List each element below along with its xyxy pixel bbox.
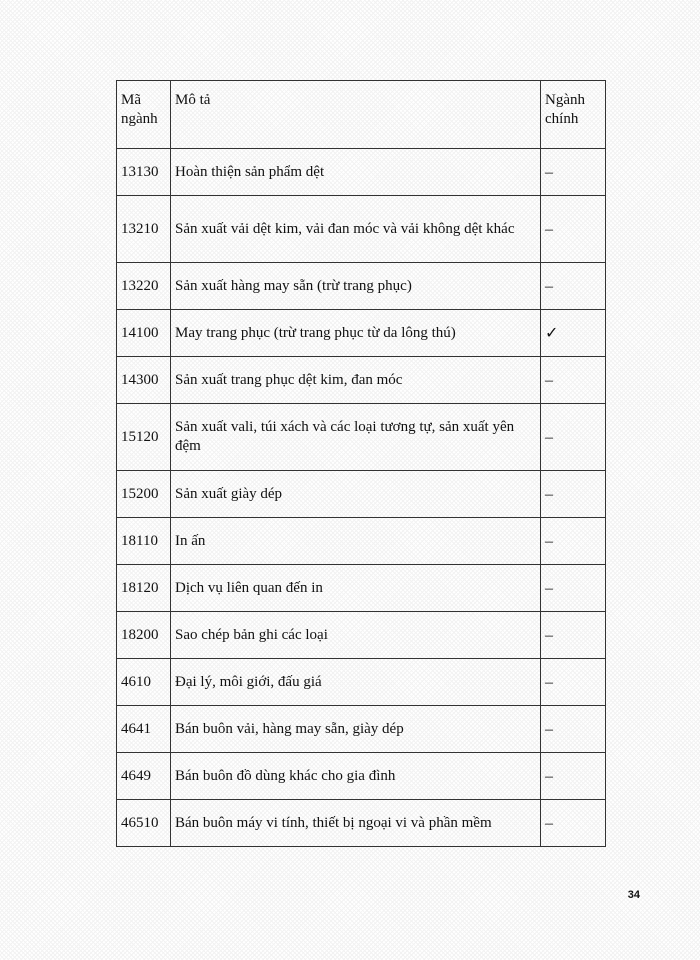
cell-main: – <box>541 404 606 471</box>
cell-code: 13130 <box>117 149 171 196</box>
cell-code: 4641 <box>117 706 171 753</box>
table-row <box>117 753 606 800</box>
table-row <box>117 565 606 612</box>
cell-code: 13210 <box>117 196 171 263</box>
header-description: Mô tả <box>171 81 541 149</box>
cell-main: – <box>541 612 606 659</box>
business-lines-table <box>116 80 606 847</box>
header-code: Mã ngành <box>117 81 171 149</box>
cell-description: Sản xuất trang phục dệt kim, đan móc <box>171 357 541 404</box>
cell-main: – <box>541 357 606 404</box>
cell-description: Bán buôn đồ dùng khác cho gia đình <box>171 753 541 800</box>
cell-description: Sản xuất hàng may sẵn (trừ trang phục) <box>171 263 541 310</box>
cell-code: 4610 <box>117 659 171 706</box>
table-row <box>117 357 606 404</box>
cell-main: – <box>541 149 606 196</box>
cell-main: – <box>541 800 606 847</box>
cell-description: Dịch vụ liên quan đến in <box>171 565 541 612</box>
cell-description: Bán buôn vải, hàng may sẵn, giày dép <box>171 706 541 753</box>
table-header-row <box>117 81 606 149</box>
cell-description: Sản xuất vải dệt kim, vải đan móc và vải không dệt khác <box>171 196 541 263</box>
cell-description: Sao chép bản ghi các loại <box>171 612 541 659</box>
cell-description: Sản xuất giày dép <box>171 471 541 518</box>
cell-code: 4649 <box>117 753 171 800</box>
cell-code: 14100 <box>117 310 171 357</box>
cell-code: 18120 <box>117 565 171 612</box>
cell-main: – <box>541 659 606 706</box>
header-main: Ngành chính <box>541 81 606 149</box>
table-row <box>117 310 606 357</box>
cell-code: 46510 <box>117 800 171 847</box>
cell-main: – <box>541 753 606 800</box>
cell-description: Đại lý, môi giới, đấu giá <box>171 659 541 706</box>
cell-main: – <box>541 196 606 263</box>
cell-description: Sản xuất vali, túi xách và các loại tương tự, sản xuất yên đệm <box>171 404 541 471</box>
cell-code: 15200 <box>117 471 171 518</box>
cell-description: Bán buôn máy vi tính, thiết bị ngoại vi và phần mềm <box>171 800 541 847</box>
cell-main: – <box>541 263 606 310</box>
table-row <box>117 800 606 847</box>
table-row <box>117 706 606 753</box>
table-row <box>117 263 606 310</box>
cell-code: 15120 <box>117 404 171 471</box>
table-row <box>117 471 606 518</box>
table-row <box>117 518 606 565</box>
cell-main: – <box>541 565 606 612</box>
cell-main: – <box>541 518 606 565</box>
cell-code: 13220 <box>117 263 171 310</box>
cell-description: In ấn <box>171 518 541 565</box>
cell-main: – <box>541 471 606 518</box>
table-row <box>117 404 606 471</box>
table-row <box>117 612 606 659</box>
page-number: 34 <box>627 889 640 901</box>
table-row <box>117 149 606 196</box>
cell-description: May trang phục (trừ trang phục từ da lông thú) <box>171 310 541 357</box>
cell-description: Hoàn thiện sản phẩm dệt <box>171 149 541 196</box>
cell-code: 14300 <box>117 357 171 404</box>
cell-code: 18200 <box>117 612 171 659</box>
cell-code: 18110 <box>117 518 171 565</box>
table-row <box>117 659 606 706</box>
cell-main: – <box>541 706 606 753</box>
checkmark-icon: ✓ <box>541 310 606 357</box>
table-row <box>117 196 606 263</box>
